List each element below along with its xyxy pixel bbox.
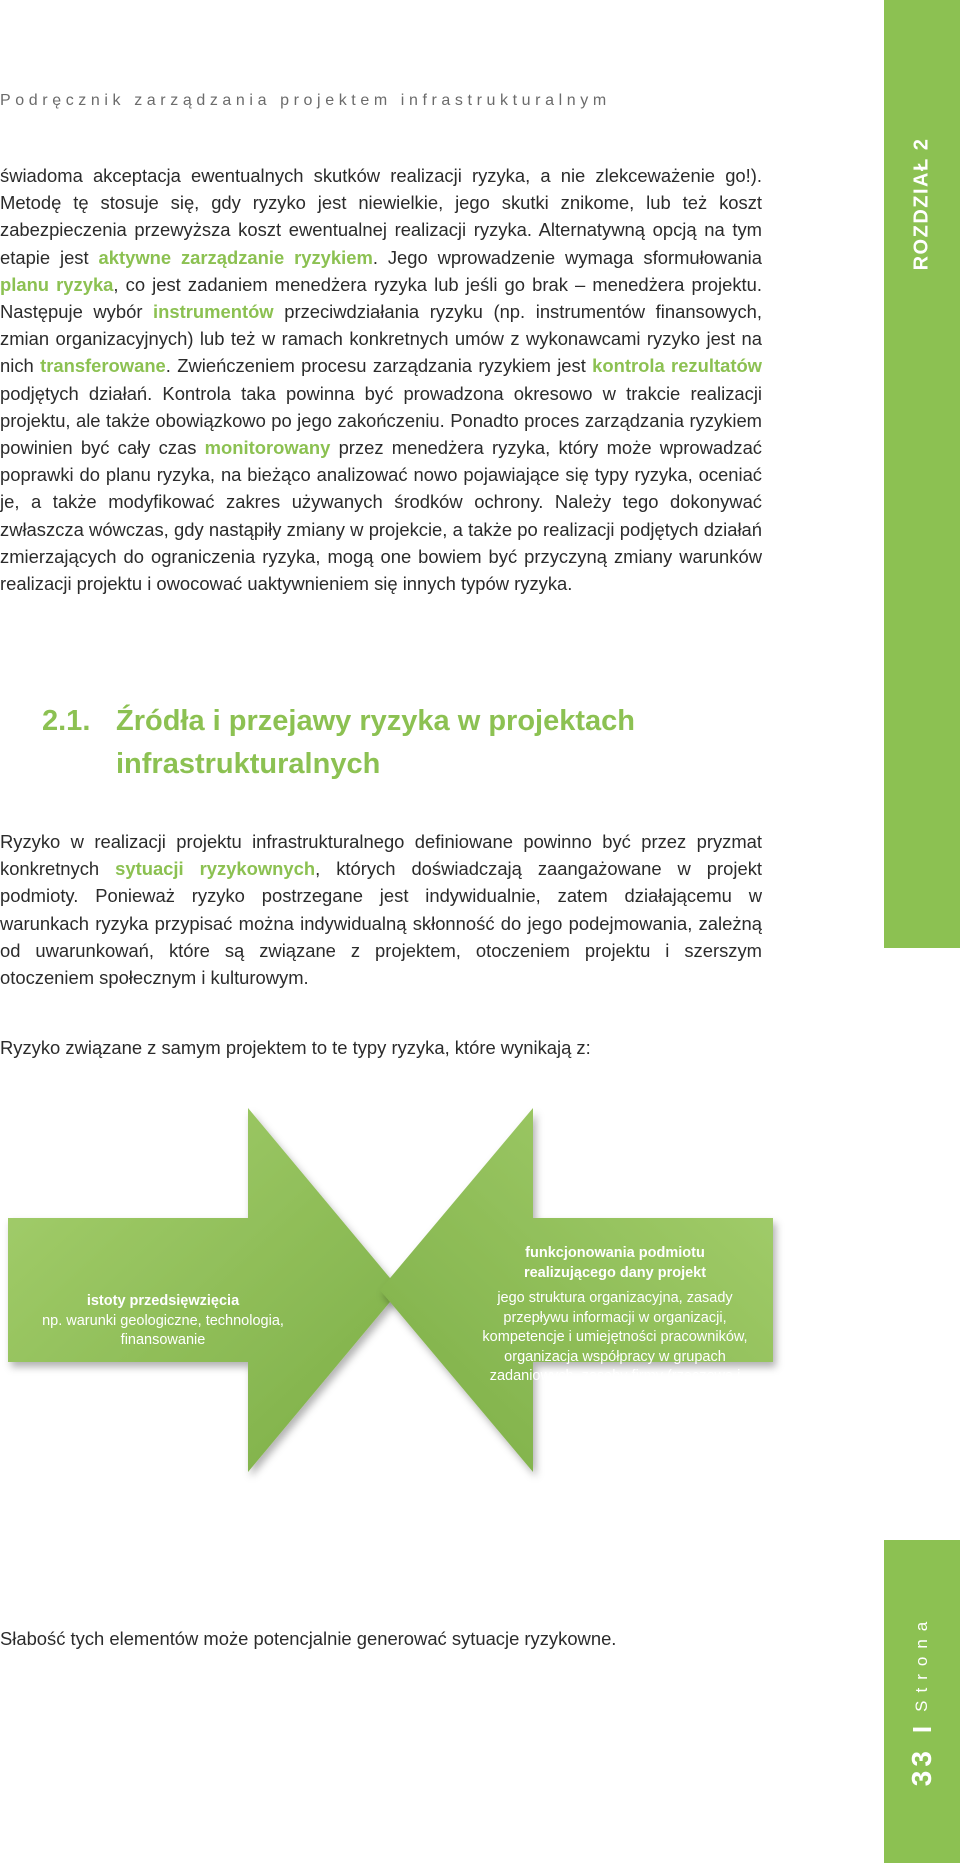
left-arrow-shape (8, 1108, 400, 1472)
page-header: Podręcznik zarządzania projektem infrastrukturalnym (0, 92, 611, 109)
highlight-term: transferowane (40, 355, 166, 377)
paragraph-intro-list: Ryzyko związane z samym projektem to te typy ryzyka, które wynikają z: (0, 1037, 591, 1058)
highlight-term: aktywne zarządzanie ryzykiem (98, 246, 373, 268)
highlight-term: planu ryzyka (0, 273, 114, 295)
page-separator: I (906, 1725, 937, 1734)
paragraph-risk-definition (0, 828, 762, 991)
text-run: przez menedżera ryzyka, który może wprowadzać poprawki do planu ryzyka, na bieżąco analizować nowo pojawiające się typy ryzyka, oceniać je, a także modyfikować zakres używanych środków ochrony. Należy tego dokonywać zwłaszcza wówczas, gdy nastąpiły zmiany w projekcie, a także po realizacji podjętych działań zmierzających do ograniczenia ryzyka, mogą one bowiem być przyczyną zmiany warunków realizacji projektu i owocować uaktywnieniem się innych typów ryzyka. (0, 437, 762, 595)
highlight-term: kontrola rezultatów (592, 355, 762, 377)
highlight-term: instrumentów (153, 301, 274, 323)
text-run: przeciwdziałania ryzyku (np. instrumentów finansowych, zmian organizacyjnych) lub też w ramach konkretnych umów z wykonawcami ryzyko jest na nich (0, 301, 762, 377)
text-run: , co jest zadaniem menedżera ryzyka lub jeśli go brak – menedżera projektu. Następuje wybór (0, 273, 762, 323)
text-run: podjętych działań. Kontrola taka powinna być prowadzona okresowo w trakcie realizacji projektu, ale także obowiązkowo po jego zakończeniu. Ponadto proces zarządzania ryzykiem powinien być cały czas (0, 382, 762, 459)
section-number: 2.1. (42, 705, 91, 737)
text-run: . Jego wprowadzenie wymaga sformułowania (372, 246, 762, 268)
page-word: Strona (912, 1613, 931, 1712)
right-arrow-title: funkcjonowania podmiotu realizującego dany projekt (523, 1245, 707, 1281)
left-arrow-text (18, 1292, 308, 1351)
left-arrow-description: np. warunki geologiczne, technologia, finansowanie (42, 1312, 284, 1348)
left-arrow-title: istoty przedsięwzięcia (86, 1293, 240, 1309)
page-number: 33 (906, 1747, 937, 1787)
section-title: Źródła i przejawy ryzyka w projektach infrastrukturalnych (116, 705, 635, 780)
text-run: . Zwieńczeniem procesu zarządzania ryzykiem jest (165, 355, 593, 377)
paragraph-conclusion: Słabość tych elementów może potencjalnie generować sytuacje ryzykowne. (0, 1628, 617, 1649)
text-run: Ryzyko w realizacji projektu infrastrukturalnego definiowane powinno być przez pryzmat konkretnych (0, 831, 762, 880)
highlight-term: monitorowany (204, 437, 331, 459)
section-heading (42, 700, 782, 786)
chapter-label: ROZDZIAŁ 2 (910, 137, 933, 271)
right-arrow-text (470, 1244, 760, 1406)
chapter-tab (884, 0, 960, 948)
risk-sources-diagram (0, 1100, 800, 1520)
paragraph-risk-management (0, 162, 762, 597)
right-arrow-description: jego struktura organizacyjna, zasady przepływu informacji w organizacji, kompetencje i umiejętności pracowników, organizacja współpracy w grupach zadaniowych, zasoby firmy (rzeczowe i niematerialne) (482, 1290, 748, 1404)
text-run: , których doświadczają zaangażowane w projekt podmioty. Ponieważ ryzyko postrzegane jest indywidualnie, zatem działającemu w warunkach ryzyka przypisać można indywidualną skłonność do jego podejmowania, zależną od uwarunkowań, które są związane z projektem, otoczeniem projektu i szerszym otoczeniem społecznym i kulturowym. (0, 858, 762, 989)
page-number-label (906, 1614, 938, 1786)
text-run: świadoma akceptacja ewentualnych skutków realizacji ryzyka, a nie zlekceważenie go!). Metodę tę stosuje się, gdy ryzyko jest niewielkie, jego skutki znikome, lub też koszt zabezpieczenia przewyższa koszt ewentualnej realizacji ryzyka. Alternatywną opcją na tym etapie jest (0, 165, 762, 268)
highlight-term: sytuacji ryzykownych (115, 858, 316, 880)
